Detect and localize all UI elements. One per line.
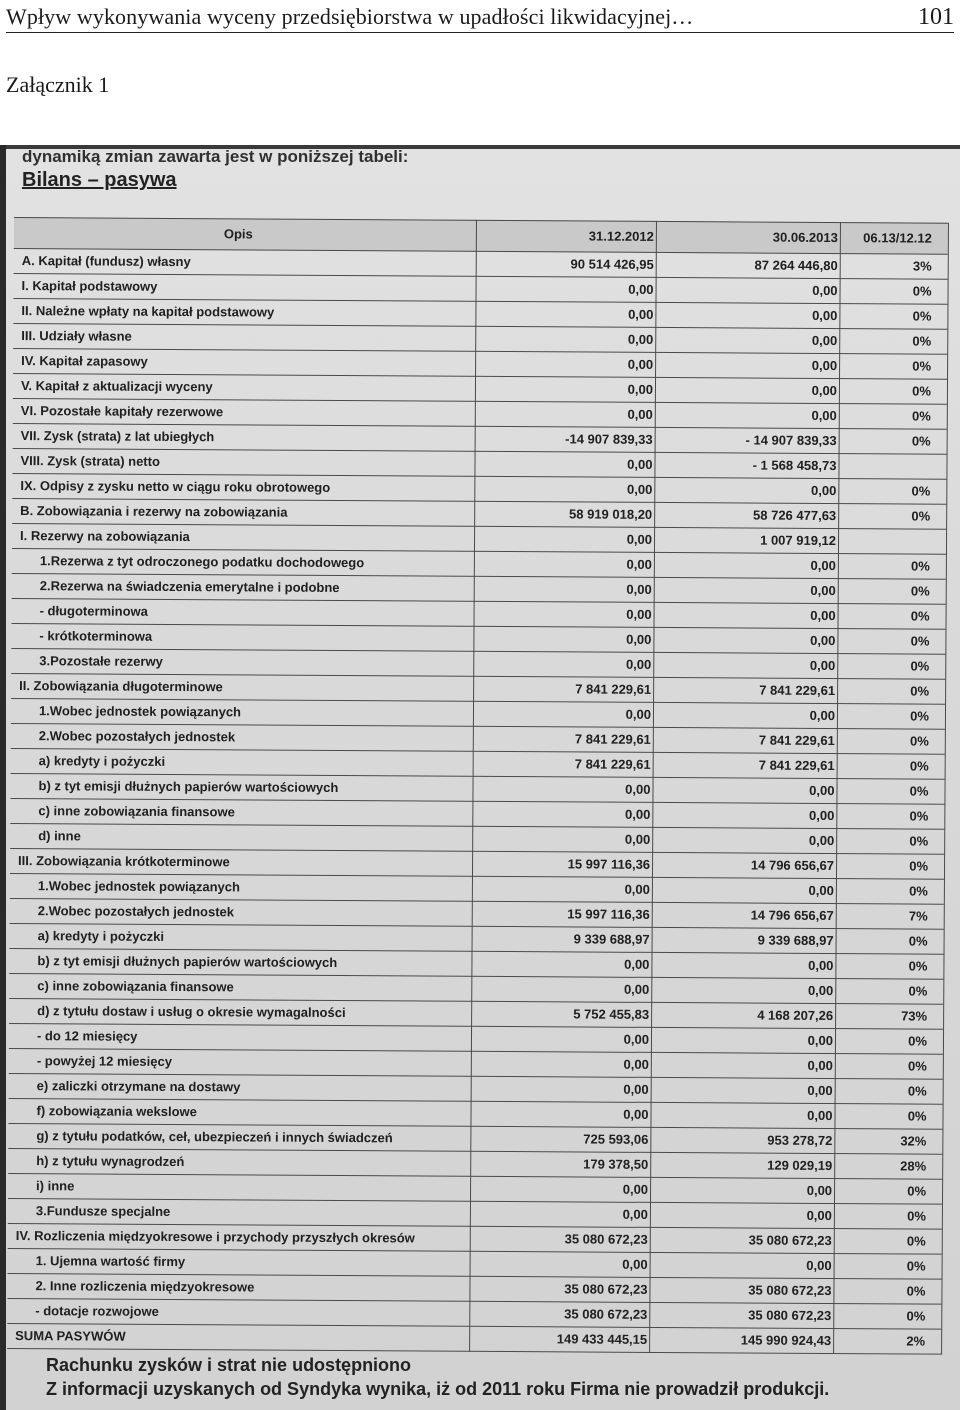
- value-2012: 0,00: [628, 306, 654, 322]
- row-label: 1.Wobec jednostek powiązanych: [38, 703, 242, 720]
- row-label: I. Kapitał podstawowy: [21, 278, 158, 294]
- change-percent: 0%: [906, 1308, 926, 1324]
- change-percent: 0%: [907, 1083, 927, 1099]
- value-2012: 0,00: [623, 1106, 649, 1122]
- change-percent: 0%: [908, 933, 928, 949]
- value-2013: 7 841 229,61: [758, 732, 835, 749]
- column-header-2013: 30.06.2013: [772, 229, 838, 246]
- value-2013: 0,00: [810, 482, 837, 499]
- change-percent: 0%: [911, 483, 931, 499]
- change-percent: 0%: [906, 1283, 926, 1299]
- value-2013: 0,00: [810, 632, 836, 649]
- change-percent: 0%: [909, 833, 929, 849]
- row-label: IV. Kapitał zapasowy: [21, 353, 148, 369]
- row-label: e) zaliczki otrzymane na dostawy: [36, 1078, 241, 1095]
- value-2012: 0,00: [623, 981, 650, 997]
- change-percent: 28%: [900, 1158, 927, 1174]
- note-line: Z informacji uzyskanych od Syndyka wynika, iż od 2011 roku Firma nie prowadził produkcji.: [46, 1379, 830, 1399]
- change-percent: 0%: [909, 758, 929, 774]
- change-percent: 0%: [912, 333, 932, 349]
- row-label: 1. Ujemna wartość firmy: [35, 1253, 186, 1270]
- value-2012: 58 919 018,20: [569, 506, 653, 522]
- row-label: 1.Wobec jednostek powiązanych: [37, 878, 241, 895]
- change-percent: 0%: [912, 308, 932, 324]
- change-percent: 0%: [910, 583, 930, 599]
- row-label: c) inne zobowiązania finansowe: [37, 978, 234, 995]
- section-heading: Bilans – pasywa: [22, 169, 177, 191]
- value-2013: - 14 907 839,33: [745, 432, 837, 449]
- row-label: I. Rezerwy na zobowiązania: [20, 528, 190, 545]
- change-percent: 0%: [911, 408, 931, 424]
- running-header: [6, 2, 954, 33]
- value-2012: 0,00: [627, 456, 653, 472]
- value-2012: 0,00: [626, 631, 652, 647]
- value-2013: 58 726 477,63: [753, 507, 837, 524]
- value-2013: 35 080 672,23: [748, 1307, 832, 1324]
- value-2012: -14 907 839,33: [565, 431, 653, 447]
- value-2012: 0,00: [627, 381, 654, 397]
- value-2012: 0,00: [623, 1056, 649, 1072]
- row-label: 2.Wobec pozostałych jednostek: [38, 728, 236, 745]
- value-2013: 35 080 672,23: [748, 1232, 832, 1249]
- annex-title: Załącznik 1: [6, 72, 110, 97]
- value-2012: 15 997 116,36: [567, 856, 651, 872]
- value-2013: 0,00: [809, 707, 836, 724]
- change-percent: 0%: [906, 1233, 926, 1249]
- value-2012: 725 593,06: [583, 1131, 649, 1147]
- value-2013: 0,00: [810, 557, 836, 574]
- value-2013: 0,00: [809, 807, 835, 824]
- column-header-2012: 31.12.2012: [588, 228, 654, 244]
- value-2013: 0,00: [808, 882, 834, 899]
- value-2012: 0,00: [624, 881, 650, 897]
- row-label: 2. Inne rozliczenia międzyokresowe: [35, 1278, 255, 1295]
- change-percent: 3%: [912, 258, 932, 274]
- row-label: SUMA PASYWÓW: [15, 1328, 126, 1344]
- value-2013: 14 796 656,67: [750, 857, 835, 874]
- value-2013: 87 264 446,80: [754, 257, 838, 274]
- value-2012: 5 752 455,83: [573, 1006, 650, 1022]
- change-percent: 0%: [910, 608, 930, 624]
- value-2013: 4 168 207,26: [757, 1007, 834, 1024]
- value-2013: 0,00: [810, 582, 836, 599]
- page-number: 101: [918, 4, 954, 30]
- row-label: B. Zobowiązania i rezerwy na zobowiązania: [20, 503, 288, 520]
- row-label: 3.Fundusze specjalne: [35, 1203, 171, 1219]
- value-2013: - 1 568 458,73: [752, 457, 837, 474]
- value-2013: 0,00: [807, 1082, 833, 1099]
- row-label: b) z tyt emisji dłużnych papierów wartościowych: [37, 953, 338, 970]
- row-label: - do 12 miesięcy: [36, 1028, 138, 1044]
- value-2012: 0,00: [627, 406, 653, 422]
- row-label: c) inne zobowiązania finansowe: [38, 803, 235, 820]
- value-2012: 0,00: [626, 531, 653, 547]
- change-percent: 0%: [911, 433, 931, 449]
- value-2012: 0,00: [626, 481, 653, 497]
- row-label: d) inne: [38, 828, 81, 844]
- running-title: Wpływ wykonywania wyceny przedsiębiorstwa w upadłości likwidacyjnej…: [6, 4, 694, 29]
- change-percent: 0%: [909, 808, 929, 824]
- value-2012: 7 841 229,61: [574, 731, 651, 747]
- change-percent: 0%: [910, 708, 930, 724]
- value-2013: 0,00: [807, 1032, 834, 1049]
- change-percent: 0%: [910, 658, 930, 674]
- intro-fragment: dynamiką zmian zawarta jest w poniższej tabeli:: [22, 147, 409, 166]
- row-label: V. Kapitał z aktualizacji wyceny: [20, 378, 213, 395]
- value-2013: 0,00: [811, 357, 838, 374]
- value-2013: 0,00: [806, 1257, 832, 1274]
- value-2012: 9 339 688,97: [573, 931, 650, 947]
- row-label: a) kredyty i pożyczki: [38, 753, 166, 769]
- change-percent: 0%: [907, 1108, 927, 1124]
- row-label: VI. Pozostałe kapitały rezerwowe: [20, 403, 224, 420]
- value-2013: 0,00: [809, 657, 836, 674]
- value-2013: 0,00: [809, 782, 835, 799]
- value-2012: 179 378,50: [583, 1156, 649, 1172]
- row-label: - długoterminowa: [39, 603, 148, 619]
- change-percent: 0%: [907, 1208, 926, 1224]
- row-label: II. Należne wpłaty na kapitał podstawowy: [21, 303, 275, 320]
- row-label: - dotacje rozwojowe: [35, 1303, 159, 1319]
- change-percent: 0%: [908, 958, 928, 974]
- row-label: - krótkoterminowa: [39, 628, 153, 644]
- row-label: 1.Rezerwa z tyt odroczonego podatku dochodowego: [39, 553, 365, 571]
- value-2013: 0,00: [811, 382, 838, 399]
- value-2012: 7 841 229,61: [575, 681, 652, 697]
- note-line: Rachunku zysków i strat nie udostępniono: [46, 1355, 412, 1375]
- row-label: i) inne: [36, 1178, 75, 1194]
- change-percent: 0%: [907, 1058, 927, 1074]
- row-label: VII. Zysk (strata) z lat ubiegłych: [20, 428, 215, 445]
- value-2012: 0,00: [623, 1031, 650, 1047]
- value-2013: 0,00: [811, 332, 838, 349]
- change-percent: 0%: [910, 683, 930, 699]
- row-label: III. Udziały własne: [21, 328, 132, 344]
- value-2012: 35 080 672,23: [564, 1306, 648, 1322]
- value-2013: 129 029,19: [767, 1157, 833, 1174]
- row-label: h) z tytułu wynagrodzeń: [36, 1153, 185, 1170]
- row-label: 2.Rezerwa na świadczenia emerytalne i podobne: [39, 578, 340, 595]
- value-2012: 0,00: [625, 706, 652, 722]
- change-percent: 0%: [912, 358, 932, 374]
- change-percent: 32%: [900, 1133, 927, 1149]
- row-label: b) z tyt emisji dłużnych papierów wartościowych: [38, 778, 339, 795]
- column-header-change: 06.13/12.12: [863, 230, 932, 246]
- value-2013: 0,00: [807, 1057, 833, 1074]
- row-label: III. Zobowiązania krótkoterminowe: [18, 853, 230, 870]
- value-2013: 0,00: [810, 607, 836, 624]
- value-2012: 0,00: [626, 606, 652, 622]
- value-2012: 90 514 426,95: [570, 256, 654, 272]
- scanned-document-photo: [0, 145, 960, 1410]
- value-2013: 0,00: [812, 307, 838, 324]
- value-2013: 0,00: [806, 1207, 832, 1224]
- change-percent: 7%: [908, 908, 928, 924]
- value-2012: 35 080 672,23: [564, 1281, 648, 1297]
- value-2012: 0,00: [627, 331, 654, 347]
- change-percent: 0%: [909, 783, 929, 799]
- row-label: g) z tytułu podatków, ceł, ubezpieczeń i innych świadczeń: [36, 1128, 393, 1146]
- value-2013: 0,00: [811, 407, 837, 424]
- value-2012: 0,00: [625, 781, 651, 797]
- change-percent: 0%: [910, 633, 930, 649]
- value-2013: 145 990 924,43: [740, 1332, 832, 1349]
- change-percent: 0%: [912, 383, 931, 399]
- value-2012: 0,00: [622, 1256, 648, 1272]
- table-row: [7, 1324, 941, 1355]
- change-percent: 0%: [908, 983, 928, 999]
- value-2013: 0,00: [808, 957, 834, 974]
- value-2013: 14 796 656,67: [750, 907, 834, 924]
- value-2012: 0,00: [626, 556, 652, 572]
- value-2012: 0,00: [627, 356, 654, 372]
- value-2012: 0,00: [626, 581, 652, 597]
- change-percent: 0%: [908, 1033, 928, 1049]
- value-2012: 0,00: [622, 1181, 649, 1197]
- change-percent: 0%: [909, 858, 929, 874]
- value-2013: 9 339 688,97: [757, 932, 834, 949]
- change-percent: 0%: [911, 558, 930, 574]
- row-label: a) kredyty i pożyczki: [37, 928, 165, 944]
- value-2013: 0,00: [807, 1107, 833, 1124]
- value-2012: 0,00: [625, 656, 652, 672]
- change-percent: 73%: [901, 1008, 928, 1024]
- change-percent: 0%: [911, 508, 931, 524]
- value-2012: 0,00: [625, 806, 651, 822]
- change-percent: 0%: [912, 283, 932, 299]
- value-2012: 7 841 229,61: [574, 756, 651, 772]
- value-2013: 0,00: [812, 282, 838, 299]
- change-percent: 2%: [906, 1333, 926, 1349]
- value-2013: 7 841 229,61: [758, 757, 835, 774]
- row-label: 3.Pozostałe rezerwy: [39, 653, 163, 669]
- value-2013: 0,00: [808, 832, 835, 849]
- value-2012: 35 080 672,23: [564, 1231, 648, 1247]
- change-percent: 0%: [906, 1258, 926, 1274]
- value-2012: 0,00: [622, 1206, 648, 1222]
- value-2012: 0,00: [624, 956, 650, 972]
- value-2012: 0,00: [628, 281, 654, 297]
- value-2012: 149 433 445,15: [556, 1331, 648, 1347]
- row-label: IV. Rozliczenia międzyokresowe i przychody przyszłych okresów: [15, 1228, 415, 1246]
- value-2012: 0,00: [623, 1081, 649, 1097]
- row-label: d) z tytułu dostaw i usług o okresie wymagalności: [37, 1003, 346, 1021]
- value-2013: 35 080 672,23: [748, 1282, 832, 1299]
- value-2013: 0,00: [807, 982, 834, 999]
- row-label: VIII. Zysk (strata) netto: [20, 453, 160, 469]
- row-label: 2.Wobec pozostałych jednostek: [37, 903, 235, 920]
- row-label: IX. Odpisy z zysku netto w ciągu roku obrotowego: [20, 478, 331, 495]
- notes-block: [46, 1353, 829, 1401]
- value-2013: 0,00: [806, 1182, 833, 1199]
- change-percent: 0%: [909, 883, 928, 899]
- row-label: A. Kapitał (fundusz) własny: [21, 253, 191, 270]
- row-label: f) zobowiązania wekslowe: [36, 1103, 197, 1120]
- column-header-description: Opis: [223, 226, 253, 242]
- change-percent: 0%: [907, 1183, 927, 1199]
- value-2012: 15 997 116,36: [567, 906, 650, 922]
- balance-sheet-table: [7, 217, 948, 1355]
- value-2013: 953 278,72: [767, 1132, 833, 1149]
- row-label: II. Zobowiązania długoterminowe: [19, 678, 223, 695]
- row-label: - powyżej 12 miesięcy: [36, 1053, 173, 1069]
- value-2012: 0,00: [624, 831, 651, 847]
- change-percent: 0%: [909, 733, 929, 749]
- value-2013: 7 841 229,61: [759, 682, 836, 699]
- scan-left-edge: [0, 145, 6, 1410]
- value-2013: 1 007 919,12: [760, 532, 837, 549]
